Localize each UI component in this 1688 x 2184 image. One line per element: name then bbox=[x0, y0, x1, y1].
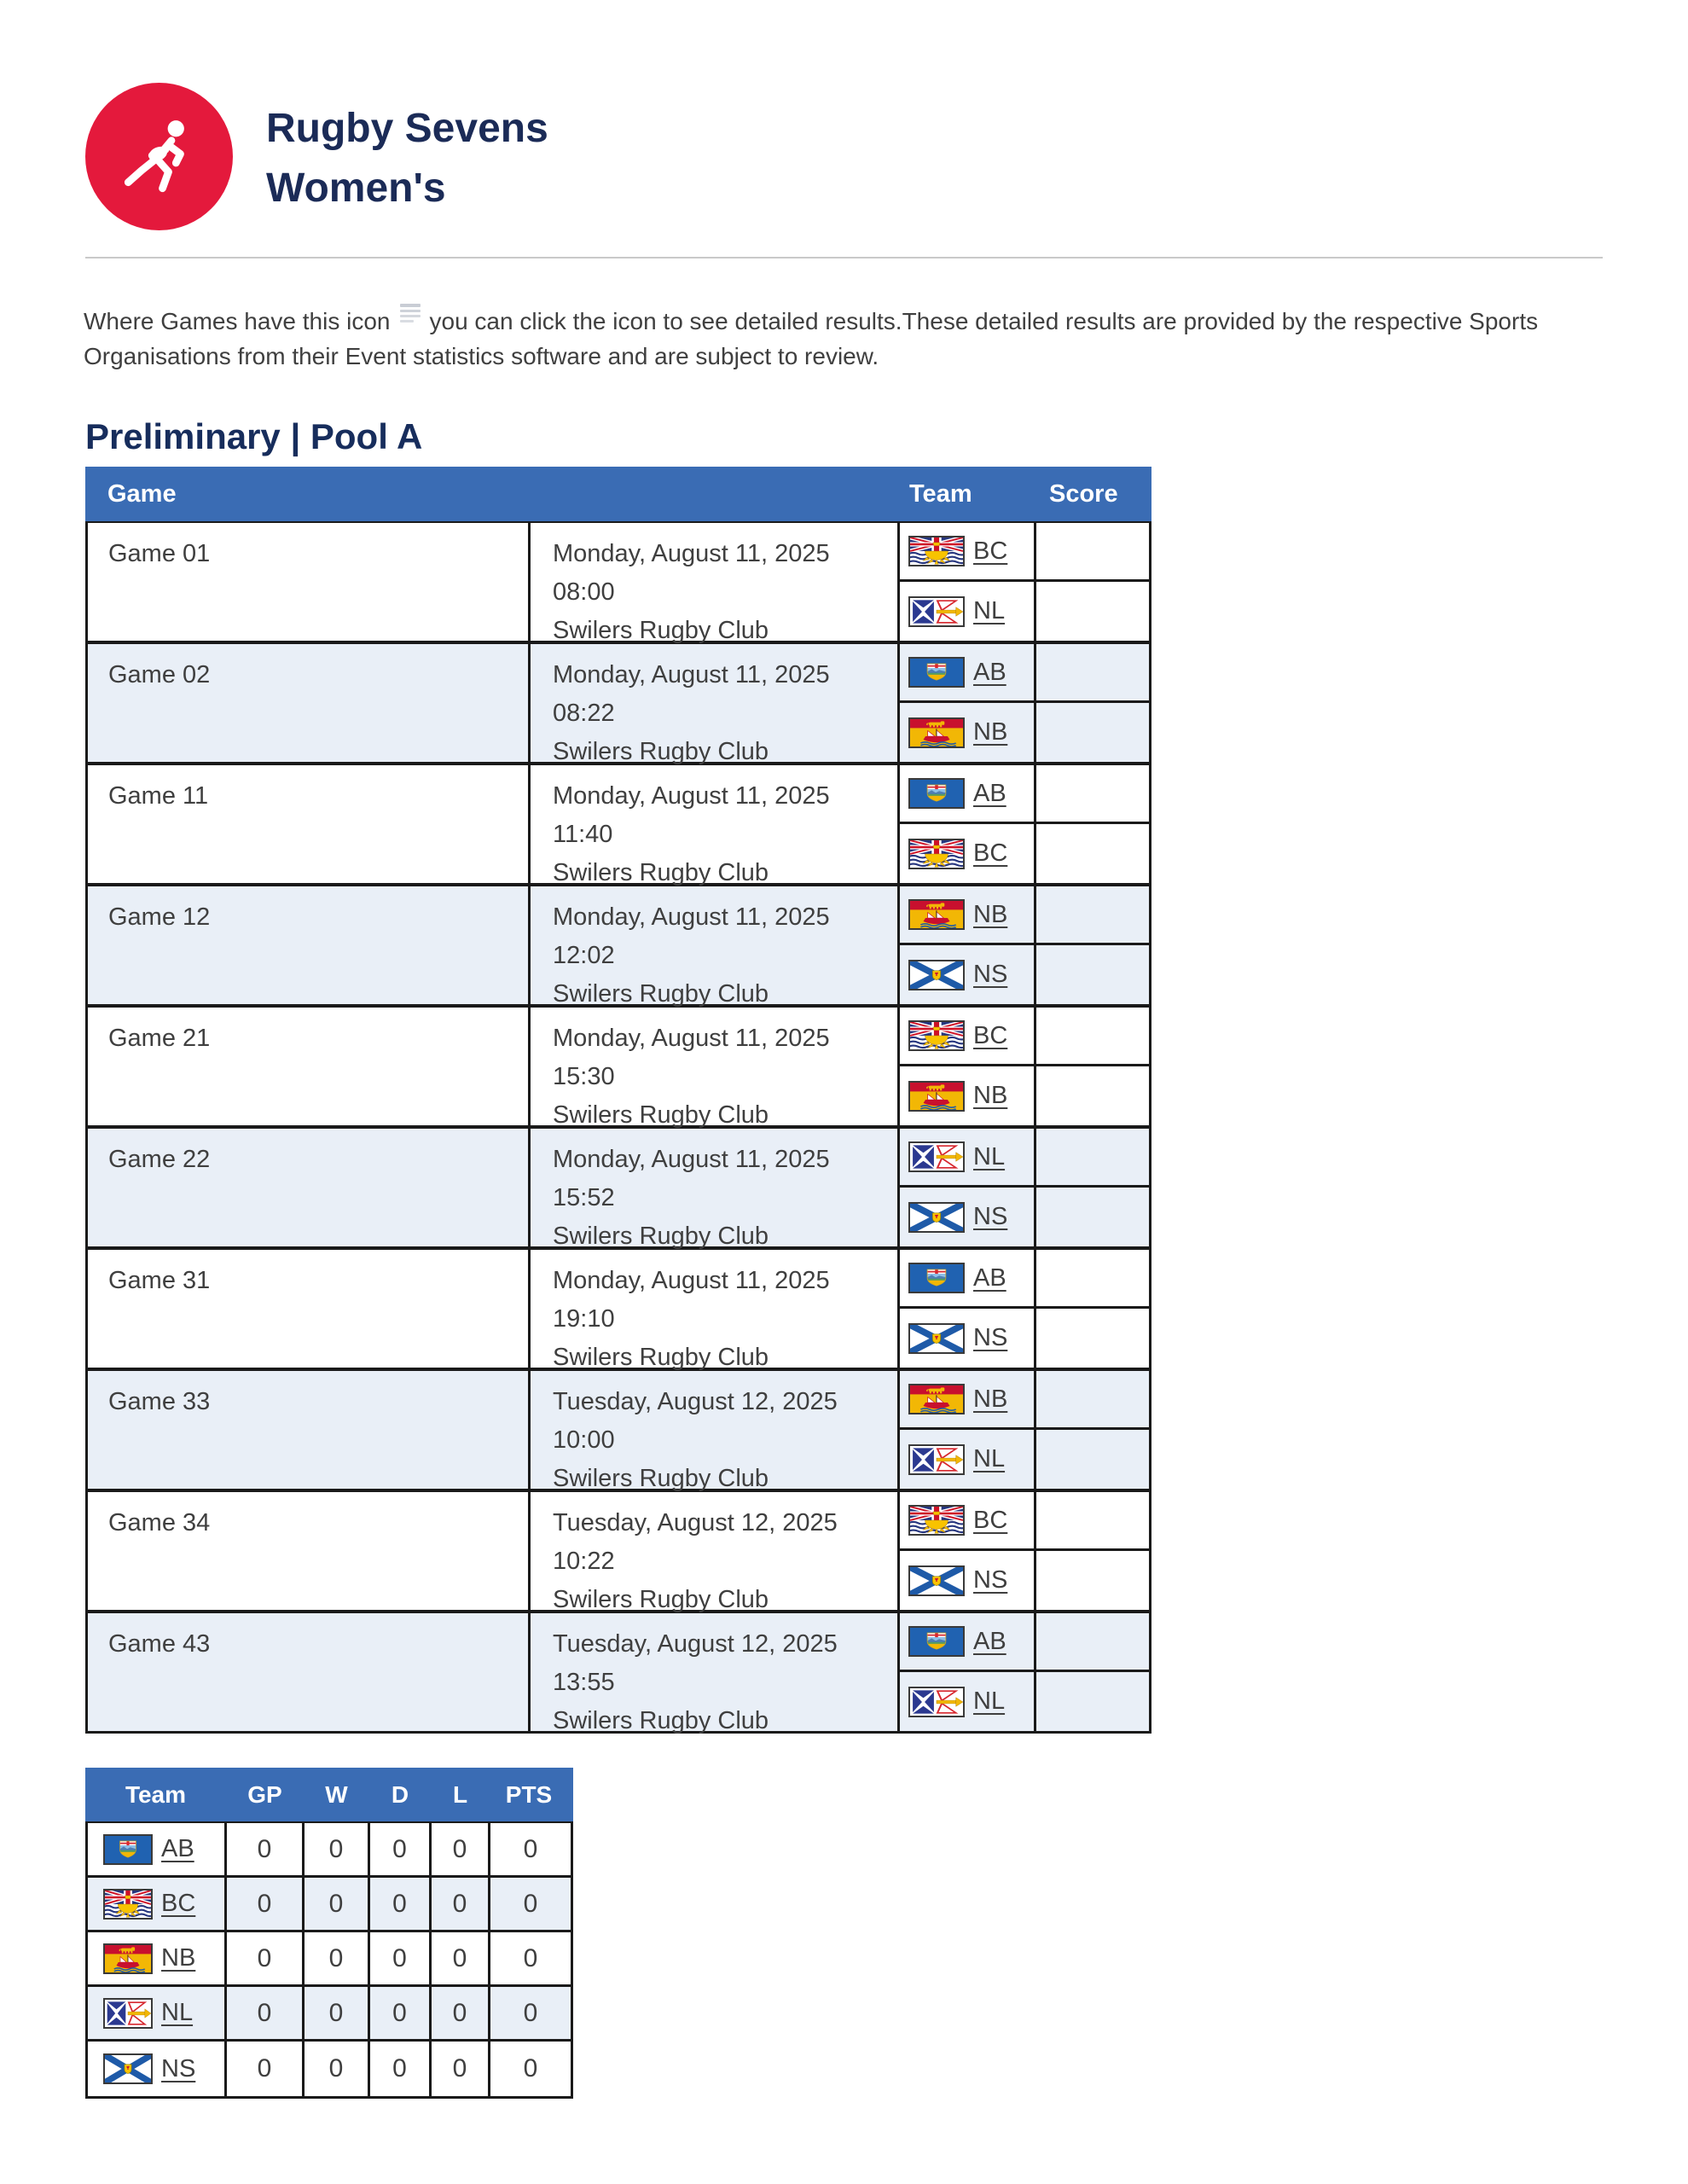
flag-ab-icon bbox=[908, 778, 965, 809]
stat-pts: 0 bbox=[523, 1834, 538, 1863]
team-cell bbox=[900, 1672, 1036, 1731]
stat-l: 0 bbox=[432, 1932, 490, 1984]
stat-gp: 0 bbox=[227, 1987, 305, 2039]
score-cell bbox=[1036, 1551, 1149, 1610]
team-cell bbox=[900, 1129, 1036, 1188]
team-link[interactable]: NL bbox=[161, 1999, 194, 2026]
flag-ab-icon bbox=[908, 1263, 965, 1293]
flag-nl-icon bbox=[103, 1998, 153, 2029]
game-label: Game 33 bbox=[88, 1371, 531, 1489]
stat-l: 0 bbox=[432, 1878, 490, 1930]
game-row bbox=[88, 1129, 1149, 1250]
game-datetime-venue bbox=[531, 1371, 900, 1492]
team-cell bbox=[900, 1250, 1036, 1309]
game-row bbox=[88, 523, 1149, 644]
team-link[interactable]: AB bbox=[973, 658, 1006, 686]
game-time: 11:40 bbox=[553, 821, 613, 848]
standings-row bbox=[88, 1932, 571, 1987]
game-date: Tuesday, August 12, 2025 bbox=[553, 1388, 838, 1415]
score-cell bbox=[1036, 1430, 1149, 1489]
game-row bbox=[88, 644, 1149, 765]
standings-row bbox=[88, 1987, 571, 2042]
game-label: Game 01 bbox=[88, 523, 531, 641]
header-divider bbox=[85, 257, 1603, 258]
flag-ab-icon bbox=[908, 657, 965, 688]
game-date: Monday, August 11, 2025 bbox=[553, 1025, 830, 1052]
team-link[interactable]: BC bbox=[973, 1021, 1008, 1049]
game-label: Game 21 bbox=[88, 1008, 531, 1125]
game-venue: Swilers Rugby Club bbox=[553, 1344, 769, 1371]
game-label: Game 02 bbox=[88, 644, 531, 762]
game-date: Monday, August 11, 2025 bbox=[553, 1267, 830, 1294]
stat-w: 0 bbox=[305, 1987, 370, 2039]
team-link[interactable]: NL bbox=[973, 1445, 1006, 1472]
schedule-rows bbox=[85, 521, 1151, 1734]
team-link[interactable]: NS bbox=[973, 1324, 1008, 1351]
column-header-w: W bbox=[325, 1780, 348, 1808]
game-datetime-venue bbox=[531, 644, 900, 765]
score-cell bbox=[1036, 523, 1149, 582]
stat-w: 0 bbox=[305, 1878, 370, 1930]
stat-d: 0 bbox=[370, 2042, 432, 2096]
stat-pts: 0 bbox=[523, 2054, 538, 2082]
stat-d: 0 bbox=[370, 1987, 432, 2039]
stat-l: 0 bbox=[432, 2042, 490, 2096]
game-label: Game 34 bbox=[88, 1492, 531, 1610]
stat-pts: 0 bbox=[523, 1943, 538, 1972]
intro-text-after: you can click the icon to see detailed results.These detailed results are provided by the respective Sports Organisations from their Event statistics software and are subject to review. bbox=[84, 308, 1539, 369]
stat-d: 0 bbox=[370, 1823, 432, 1875]
score-cell bbox=[1036, 1492, 1149, 1551]
schedule-table bbox=[85, 467, 1151, 1734]
team-cell bbox=[900, 644, 1036, 703]
flag-nb-icon bbox=[908, 717, 965, 748]
flag-nl-icon bbox=[908, 1141, 965, 1172]
score-cell bbox=[1036, 644, 1149, 703]
flag-ns-icon bbox=[908, 1323, 965, 1354]
team-cell bbox=[900, 1551, 1036, 1610]
game-venue: Swilers Rugby Club bbox=[553, 617, 769, 644]
standings-row bbox=[88, 1878, 571, 1932]
score-cell bbox=[1036, 1250, 1149, 1309]
game-date: Monday, August 11, 2025 bbox=[553, 1146, 830, 1173]
game-datetime-venue bbox=[531, 1492, 900, 1613]
game-label: Game 43 bbox=[88, 1613, 531, 1731]
intro-text-before: Where Games have this icon bbox=[84, 308, 391, 334]
game-time: 15:30 bbox=[553, 1063, 615, 1090]
stat-l: 0 bbox=[432, 1823, 490, 1875]
team-link[interactable]: NL bbox=[973, 597, 1006, 624]
column-header-team: Team bbox=[125, 1780, 187, 1808]
team-cell bbox=[900, 582, 1036, 641]
score-cell bbox=[1036, 765, 1149, 824]
page-title-line2: Women's bbox=[266, 166, 446, 211]
score-cell bbox=[1036, 1371, 1149, 1430]
game-date: Tuesday, August 12, 2025 bbox=[553, 1630, 838, 1658]
game-venue: Swilers Rugby Club bbox=[553, 1586, 769, 1613]
game-row bbox=[88, 1371, 1149, 1492]
game-datetime-venue bbox=[531, 1008, 900, 1129]
stat-gp: 0 bbox=[227, 2042, 305, 2096]
team-link[interactable]: BC bbox=[973, 537, 1008, 565]
game-time: 15:52 bbox=[553, 1184, 615, 1211]
game-time: 10:22 bbox=[553, 1548, 615, 1575]
team-cell bbox=[900, 1309, 1036, 1368]
score-cell bbox=[1036, 1008, 1149, 1066]
game-datetime-venue bbox=[531, 765, 900, 886]
column-header-score: Score bbox=[1049, 479, 1118, 508]
stat-gp: 0 bbox=[227, 1823, 305, 1875]
game-venue: Swilers Rugby Club bbox=[553, 859, 769, 886]
standings-table bbox=[85, 1768, 573, 2099]
team-cell bbox=[900, 1066, 1036, 1125]
flag-nl-icon bbox=[908, 1444, 965, 1475]
standings-row bbox=[88, 2042, 571, 2096]
team-link[interactable]: NS bbox=[973, 961, 1008, 988]
team-link[interactable]: NS bbox=[973, 1566, 1008, 1594]
flag-nb-icon bbox=[908, 1384, 965, 1414]
game-date: Monday, August 11, 2025 bbox=[553, 540, 830, 567]
team-cell bbox=[900, 765, 1036, 824]
team-cell bbox=[900, 1188, 1036, 1246]
column-header-game: Game bbox=[107, 479, 177, 508]
stat-w: 0 bbox=[305, 2042, 370, 2096]
team-link[interactable]: NB bbox=[973, 1385, 1008, 1413]
flag-bc-icon bbox=[103, 1889, 153, 1920]
game-label: Game 22 bbox=[88, 1129, 531, 1246]
flag-ns-icon bbox=[908, 960, 965, 990]
flag-nb-icon bbox=[908, 1081, 965, 1112]
column-header-l: L bbox=[452, 1780, 468, 1808]
score-cell bbox=[1036, 582, 1149, 641]
score-cell bbox=[1036, 703, 1149, 762]
game-venue: Swilers Rugby Club bbox=[553, 738, 769, 765]
flag-bc-icon bbox=[908, 839, 965, 869]
team-link[interactable]: NB bbox=[973, 900, 1008, 928]
game-datetime-venue bbox=[531, 1250, 900, 1371]
stat-gp: 0 bbox=[227, 1878, 305, 1930]
game-label: Game 31 bbox=[88, 1250, 531, 1368]
standings-rows bbox=[85, 1821, 573, 2099]
score-cell bbox=[1036, 1129, 1149, 1188]
team-link[interactable]: AB bbox=[161, 1835, 194, 1862]
flag-nb-icon bbox=[103, 1943, 153, 1974]
schedule-table-header bbox=[85, 467, 1151, 521]
game-date: Monday, August 11, 2025 bbox=[553, 661, 830, 688]
flag-ns-icon bbox=[908, 1202, 965, 1233]
game-venue: Swilers Rugby Club bbox=[553, 1223, 769, 1250]
column-header-d: D bbox=[391, 1780, 409, 1808]
game-date: Monday, August 11, 2025 bbox=[553, 782, 830, 810]
team-link[interactable]: AB bbox=[973, 1263, 1006, 1292]
score-cell bbox=[1036, 824, 1149, 883]
score-cell bbox=[1036, 886, 1149, 945]
flag-ns-icon bbox=[908, 1565, 965, 1596]
standings-table-header bbox=[85, 1768, 573, 1821]
game-row bbox=[88, 1492, 1149, 1613]
team-cell bbox=[900, 1371, 1036, 1430]
team-cell bbox=[900, 945, 1036, 1004]
flag-ns-icon bbox=[103, 2053, 153, 2084]
game-label: Game 12 bbox=[88, 886, 531, 1004]
game-time: 13:55 bbox=[553, 1669, 615, 1696]
team-cell bbox=[900, 824, 1036, 883]
game-time: 12:02 bbox=[553, 942, 615, 969]
game-date: Monday, August 11, 2025 bbox=[553, 903, 830, 931]
team-cell bbox=[900, 523, 1036, 582]
flag-ab-icon bbox=[103, 1834, 153, 1865]
game-datetime-venue bbox=[531, 1613, 900, 1734]
game-venue: Swilers Rugby Club bbox=[553, 1101, 769, 1129]
column-header-gp: GP bbox=[247, 1780, 282, 1808]
stat-d: 0 bbox=[370, 1932, 432, 1984]
results-grid-icon bbox=[397, 300, 423, 329]
game-row bbox=[88, 1250, 1149, 1371]
game-venue: Swilers Rugby Club bbox=[553, 980, 769, 1008]
column-header-team: Team bbox=[909, 479, 972, 508]
team-link[interactable]: BC bbox=[973, 839, 1008, 867]
rugby-logo bbox=[85, 83, 233, 230]
stat-pts: 0 bbox=[523, 1998, 538, 2027]
game-date: Tuesday, August 12, 2025 bbox=[553, 1509, 838, 1536]
game-row bbox=[88, 1008, 1149, 1129]
game-time: 08:22 bbox=[553, 700, 615, 727]
game-datetime-venue bbox=[531, 886, 900, 1008]
team-cell bbox=[900, 1008, 1036, 1066]
team-link[interactable]: BC bbox=[973, 1506, 1008, 1534]
team-cell bbox=[900, 1430, 1036, 1489]
page-title-line1: Rugby Sevens bbox=[266, 106, 548, 151]
team-cell bbox=[88, 2042, 227, 2096]
team-cell bbox=[900, 1613, 1036, 1672]
game-datetime-venue bbox=[531, 523, 900, 644]
section-heading: Preliminary | Pool A bbox=[85, 416, 423, 456]
intro-text bbox=[84, 304, 1585, 374]
team-link[interactable]: NS bbox=[973, 1203, 1008, 1230]
score-cell bbox=[1036, 1188, 1149, 1246]
game-row bbox=[88, 1613, 1149, 1734]
game-label: Game 11 bbox=[88, 765, 531, 883]
game-time: 10:00 bbox=[553, 1426, 615, 1454]
score-cell bbox=[1036, 945, 1149, 1004]
score-cell bbox=[1036, 1066, 1149, 1125]
score-cell bbox=[1036, 1309, 1149, 1368]
game-venue: Swilers Rugby Club bbox=[553, 1465, 769, 1492]
game-time: 19:10 bbox=[553, 1305, 615, 1333]
team-link[interactable]: NB bbox=[973, 1082, 1008, 1109]
game-row bbox=[88, 886, 1149, 1008]
game-datetime-venue bbox=[531, 1129, 900, 1250]
team-cell bbox=[900, 1492, 1036, 1551]
team-cell bbox=[900, 886, 1036, 945]
team-cell bbox=[88, 1878, 227, 1930]
team-link[interactable]: AB bbox=[973, 779, 1006, 807]
game-row bbox=[88, 765, 1149, 886]
team-cell bbox=[88, 1932, 227, 1984]
flag-bc-icon bbox=[908, 1505, 965, 1536]
stat-w: 0 bbox=[305, 1932, 370, 1984]
team-cell bbox=[88, 1987, 227, 2039]
flag-bc-icon bbox=[908, 1020, 965, 1051]
game-venue: Swilers Rugby Club bbox=[553, 1707, 769, 1734]
stat-l: 0 bbox=[432, 1987, 490, 2039]
page-title bbox=[266, 99, 548, 218]
flag-nl-icon bbox=[908, 1687, 965, 1717]
stat-gp: 0 bbox=[227, 1932, 305, 1984]
team-link[interactable]: NB bbox=[161, 1944, 196, 1972]
stat-pts: 0 bbox=[523, 1889, 538, 1918]
team-link[interactable]: BC bbox=[161, 1890, 196, 1917]
flag-bc-icon bbox=[908, 536, 965, 566]
stat-d: 0 bbox=[370, 1878, 432, 1930]
score-cell bbox=[1036, 1672, 1149, 1731]
game-time: 08:00 bbox=[553, 578, 615, 606]
runner-icon bbox=[112, 109, 207, 205]
score-cell bbox=[1036, 1613, 1149, 1672]
flag-nl-icon bbox=[908, 596, 965, 627]
flag-ab-icon bbox=[908, 1626, 965, 1657]
team-link[interactable]: NL bbox=[973, 1687, 1006, 1715]
column-header-pts: PTS bbox=[505, 1780, 553, 1808]
stat-w: 0 bbox=[305, 1823, 370, 1875]
team-cell bbox=[900, 703, 1036, 762]
flag-nb-icon bbox=[908, 899, 965, 930]
team-cell bbox=[88, 1823, 227, 1875]
team-link[interactable]: NS bbox=[161, 2054, 196, 2082]
standings-row bbox=[88, 1823, 571, 1878]
team-link[interactable]: AB bbox=[973, 1627, 1006, 1655]
team-link[interactable]: NL bbox=[973, 1142, 1006, 1170]
team-link[interactable]: NB bbox=[973, 718, 1008, 746]
